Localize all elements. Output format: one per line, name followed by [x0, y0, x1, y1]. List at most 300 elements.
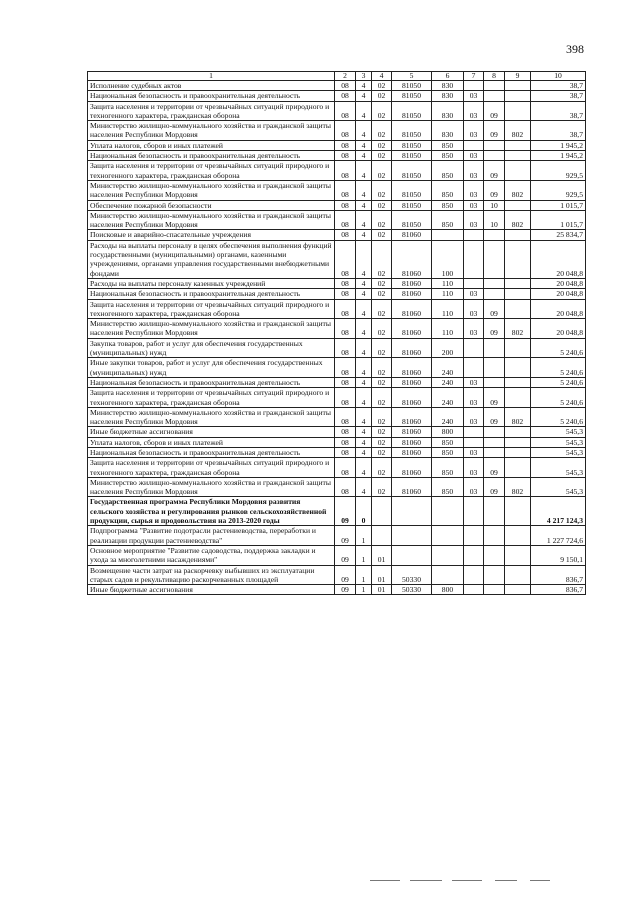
code-cell: 08 [335, 299, 356, 319]
row-name-cell: Государственная программа Республики Мордовия развития сельского хозяйства и регулирования рынков сельскохозяйственной продукции, сырья и продовольствия на 2013-2020 годы [88, 497, 335, 526]
code-cell: 02 [372, 151, 392, 161]
amount-cell: 5 240,6 [531, 388, 586, 408]
code-cell [505, 447, 531, 457]
code-cell [505, 358, 531, 378]
column-header: 8 [484, 72, 505, 81]
table-body [88, 81, 586, 595]
code-cell: 08 [335, 81, 356, 91]
code-cell: 09 [484, 161, 505, 181]
code-cell: 08 [335, 151, 356, 161]
code-cell: 850 [432, 477, 464, 497]
code-cell: 4 [356, 121, 372, 141]
code-cell: 02 [372, 407, 392, 427]
amount-cell: 20 048,8 [531, 289, 586, 299]
table-row [88, 81, 586, 91]
amount-cell: 1 945,2 [531, 140, 586, 150]
code-cell: 110 [432, 278, 464, 288]
code-cell: 10 [484, 200, 505, 210]
code-cell: 800 [432, 427, 464, 437]
amount-cell: 1 015,7 [531, 210, 586, 230]
code-cell: 830 [432, 81, 464, 91]
code-cell: 03 [464, 388, 484, 408]
footer-rule [495, 880, 517, 881]
code-cell: 802 [505, 180, 531, 200]
amount-cell: 545,3 [531, 458, 586, 478]
code-cell: 4 [356, 230, 372, 240]
amount-cell: 545,3 [531, 477, 586, 497]
amount-cell: 1 015,7 [531, 200, 586, 210]
code-cell: 1 [356, 565, 372, 585]
code-cell [372, 497, 392, 526]
code-cell: 4 [356, 427, 372, 437]
code-cell: 09 [335, 497, 356, 526]
code-cell: 81050 [392, 161, 432, 181]
code-cell: 81060 [392, 289, 432, 299]
row-name-cell: Защита населения и территории от чрезвычайных ситуаций природного и техногенного характера, гражданская оборона [88, 161, 335, 181]
code-cell [464, 437, 484, 447]
code-cell: 08 [335, 319, 356, 339]
table-row [88, 585, 586, 595]
amount-cell: 25 834,7 [531, 230, 586, 240]
code-cell: 81050 [392, 121, 432, 141]
code-cell [484, 497, 505, 526]
code-cell: 03 [464, 299, 484, 319]
code-cell: 81060 [392, 427, 432, 437]
code-cell: 08 [335, 200, 356, 210]
table-row [88, 319, 586, 339]
code-cell: 02 [372, 477, 392, 497]
code-cell: 850 [432, 200, 464, 210]
column-header: 4 [372, 72, 392, 81]
code-cell: 81060 [392, 458, 432, 478]
amount-cell: 1 945,2 [531, 151, 586, 161]
code-cell: 4 [356, 458, 372, 478]
code-cell: 03 [464, 200, 484, 210]
code-cell: 4 [356, 289, 372, 299]
code-cell: 240 [432, 388, 464, 408]
code-cell [505, 565, 531, 585]
code-cell: 08 [335, 180, 356, 200]
row-name-cell: Подпрограмма "Развитие подотрасли растениеводства, переработки и реализации продукции растениеводства" [88, 526, 335, 546]
code-cell: 4 [356, 180, 372, 200]
code-cell [432, 545, 464, 565]
code-cell: 02 [372, 427, 392, 437]
table-row [88, 458, 586, 478]
table-row [88, 427, 586, 437]
code-cell [392, 545, 432, 565]
code-cell: 81060 [392, 230, 432, 240]
code-cell: 850 [432, 140, 464, 150]
code-cell: 81060 [392, 299, 432, 319]
page-number: 398 [566, 42, 584, 56]
footer-rule [452, 880, 482, 881]
code-cell: 02 [372, 240, 392, 278]
code-cell: 08 [335, 230, 356, 240]
code-cell: 08 [335, 161, 356, 181]
code-cell: 4 [356, 299, 372, 319]
code-cell [464, 81, 484, 91]
code-cell: 81060 [392, 477, 432, 497]
row-name-cell: Национальная безопасность и правоохранительная деятельность [88, 289, 335, 299]
code-cell [464, 230, 484, 240]
amount-cell: 929,5 [531, 180, 586, 200]
code-cell: 09 [484, 299, 505, 319]
code-cell [464, 585, 484, 595]
footer-rule [410, 880, 442, 881]
code-cell: 830 [432, 121, 464, 141]
row-name-cell: Министерство жилищно-коммунального хозяйства и гражданской защиты населения Республики Мордовия [88, 477, 335, 497]
code-cell: 02 [372, 319, 392, 339]
table-row [88, 545, 586, 565]
amount-cell: 20 048,8 [531, 278, 586, 288]
column-header: 1 [88, 72, 335, 81]
code-cell [432, 497, 464, 526]
code-cell: 802 [505, 407, 531, 427]
row-name-cell: Министерство жилищно-коммунального хозяйства и гражданской защиты населения Республики Мордовия [88, 319, 335, 339]
row-name-cell: Уплата налогов, сборов и иных платежей [88, 140, 335, 150]
code-cell: 03 [464, 477, 484, 497]
code-cell [392, 526, 432, 546]
code-cell: 200 [432, 338, 464, 358]
code-cell: 03 [464, 101, 484, 121]
code-cell: 09 [484, 458, 505, 478]
code-cell [505, 427, 531, 437]
code-cell: 4 [356, 210, 372, 230]
code-cell: 81060 [392, 377, 432, 387]
code-cell: 09 [484, 319, 505, 339]
code-cell: 4 [356, 407, 372, 427]
code-cell: 08 [335, 447, 356, 457]
code-cell: 09 [484, 101, 505, 121]
code-cell: 03 [464, 210, 484, 230]
code-cell: 02 [372, 458, 392, 478]
amount-cell: 38,7 [531, 101, 586, 121]
amount-cell: 20 048,8 [531, 299, 586, 319]
code-cell: 850 [432, 210, 464, 230]
column-header: 2 [335, 72, 356, 81]
code-cell: 08 [335, 338, 356, 358]
code-cell: 01 [372, 545, 392, 565]
footer-rule [370, 880, 400, 881]
table-row [88, 565, 586, 585]
table-row [88, 447, 586, 457]
table-row [88, 200, 586, 210]
row-name-cell: Национальная безопасность и правоохранительная деятельность [88, 447, 335, 457]
code-cell: 4 [356, 447, 372, 457]
code-cell [505, 161, 531, 181]
code-cell: 03 [464, 447, 484, 457]
code-cell: 08 [335, 210, 356, 230]
code-cell [505, 377, 531, 387]
code-cell [505, 585, 531, 595]
table-row [88, 121, 586, 141]
row-name-cell: Национальная безопасность и правоохранительная деятельность [88, 151, 335, 161]
code-cell: 802 [505, 477, 531, 497]
row-name-cell: Министерство жилищно-коммунального хозяйства и гражданской защиты населения Республики Мордовия [88, 210, 335, 230]
amount-cell: 9 150,1 [531, 545, 586, 565]
code-cell: 09 [335, 526, 356, 546]
row-name-cell: Министерство жилищно-коммунального хозяйства и гражданской защиты населения Республики Мордовия [88, 121, 335, 141]
code-cell: 81050 [392, 180, 432, 200]
code-cell [505, 437, 531, 447]
row-name-cell: Исполнение судебных актов [88, 81, 335, 91]
row-name-cell: Расходы на выплаты персоналу в целях обеспечения выполнения функций государственными (муниципальными) органами, казенными учреждениями, органами управления государственными внебюджетными фондами [88, 240, 335, 278]
code-cell [484, 140, 505, 150]
table-row [88, 437, 586, 447]
code-cell [505, 458, 531, 478]
code-cell: 81050 [392, 81, 432, 91]
code-cell: 850 [432, 180, 464, 200]
code-cell: 02 [372, 210, 392, 230]
code-cell [484, 230, 505, 240]
code-cell: 02 [372, 230, 392, 240]
amount-cell: 38,7 [531, 81, 586, 91]
row-name-cell: Защита населения и территории от чрезвычайных ситуаций природного и техногенного характера, гражданская оборона [88, 388, 335, 408]
code-cell: 02 [372, 161, 392, 181]
code-cell [464, 240, 484, 278]
code-cell: 81060 [392, 278, 432, 288]
amount-cell: 836,7 [531, 585, 586, 595]
code-cell: 09 [484, 388, 505, 408]
code-cell: 4 [356, 240, 372, 278]
code-cell [505, 230, 531, 240]
code-cell: 08 [335, 458, 356, 478]
row-name-cell: Уплата налогов, сборов и иных платежей [88, 437, 335, 447]
table-row [88, 497, 586, 526]
row-name-cell: Расходы на выплаты персоналу казенных учреждений [88, 278, 335, 288]
code-cell: 240 [432, 358, 464, 378]
table-row [88, 140, 586, 150]
amount-cell: 20 048,8 [531, 240, 586, 278]
code-cell: 02 [372, 338, 392, 358]
code-cell [464, 358, 484, 378]
table-row [88, 91, 586, 101]
code-cell: 800 [432, 585, 464, 595]
code-cell [464, 497, 484, 526]
row-name-cell: Закупка товаров, работ и услуг для обеспечения государственных (муниципальных) нужд [88, 338, 335, 358]
code-cell [505, 101, 531, 121]
table-row [88, 377, 586, 387]
code-cell [464, 278, 484, 288]
code-cell [484, 81, 505, 91]
budget-table [87, 71, 586, 595]
table-row [88, 210, 586, 230]
code-cell: 09 [335, 545, 356, 565]
code-cell: 50330 [392, 585, 432, 595]
code-cell: 100 [432, 240, 464, 278]
code-cell: 08 [335, 289, 356, 299]
table-row [88, 230, 586, 240]
code-cell: 4 [356, 278, 372, 288]
table-row [88, 161, 586, 181]
code-cell: 01 [372, 585, 392, 595]
code-cell: 81050 [392, 210, 432, 230]
table-row [88, 180, 586, 200]
row-name-cell: Поисковые и аварийно-спасательные учреждения [88, 230, 335, 240]
code-cell: 03 [464, 289, 484, 299]
amount-cell: 20 048,8 [531, 319, 586, 339]
table-row [88, 477, 586, 497]
code-cell: 03 [464, 121, 484, 141]
code-cell: 81060 [392, 240, 432, 278]
code-cell [484, 151, 505, 161]
amount-cell: 545,3 [531, 447, 586, 457]
code-cell: 110 [432, 289, 464, 299]
code-cell: 802 [505, 210, 531, 230]
code-cell: 03 [464, 377, 484, 387]
code-cell: 02 [372, 121, 392, 141]
code-cell: 4 [356, 151, 372, 161]
code-cell: 02 [372, 91, 392, 101]
code-cell [505, 388, 531, 408]
code-cell: 1 [356, 526, 372, 546]
table-row [88, 151, 586, 161]
code-cell: 08 [335, 377, 356, 387]
code-cell [505, 338, 531, 358]
code-cell: 850 [432, 447, 464, 457]
code-cell [505, 200, 531, 210]
code-cell: 02 [372, 299, 392, 319]
code-cell: 09 [484, 407, 505, 427]
code-cell [505, 497, 531, 526]
code-cell: 4 [356, 81, 372, 91]
code-cell [484, 437, 505, 447]
code-cell [505, 278, 531, 288]
code-cell: 850 [432, 151, 464, 161]
code-cell: 03 [464, 180, 484, 200]
code-cell: 4 [356, 338, 372, 358]
amount-cell: 38,7 [531, 121, 586, 141]
code-cell: 03 [464, 151, 484, 161]
code-cell: 03 [464, 319, 484, 339]
code-cell: 02 [372, 278, 392, 288]
code-cell: 802 [505, 319, 531, 339]
code-cell: 08 [335, 121, 356, 141]
code-cell [505, 81, 531, 91]
code-cell: 02 [372, 388, 392, 408]
code-cell: 81050 [392, 91, 432, 101]
row-name-cell: Возмещение части затрат на раскорчевку выбывших из эксплуатации старых садов и рекультивацию раскорчеванных площадей [88, 565, 335, 585]
code-cell [505, 91, 531, 101]
code-cell: 08 [335, 278, 356, 288]
code-cell: 1 [356, 545, 372, 565]
code-cell: 03 [464, 91, 484, 101]
code-cell: 09 [484, 121, 505, 141]
code-cell [505, 289, 531, 299]
code-cell: 110 [432, 319, 464, 339]
code-cell [484, 427, 505, 437]
table-row [88, 278, 586, 288]
code-cell: 02 [372, 81, 392, 91]
code-cell: 240 [432, 407, 464, 427]
amount-cell: 5 240,6 [531, 377, 586, 387]
code-cell: 09 [335, 585, 356, 595]
code-cell: 02 [372, 289, 392, 299]
code-cell [484, 240, 505, 278]
code-cell [432, 565, 464, 585]
code-cell: 4 [356, 377, 372, 387]
code-cell: 02 [372, 180, 392, 200]
column-header: 7 [464, 72, 484, 81]
amount-cell: 4 217 124,3 [531, 497, 586, 526]
code-cell: 01 [372, 565, 392, 585]
code-cell: 4 [356, 319, 372, 339]
amount-cell: 836,7 [531, 565, 586, 585]
code-cell: 08 [335, 437, 356, 447]
table-row [88, 526, 586, 546]
amount-cell: 929,5 [531, 161, 586, 181]
row-name-cell: Национальная безопасность и правоохранительная деятельность [88, 91, 335, 101]
row-name-cell: Иные закупки товаров, работ и услуг для обеспечения государственных (муниципальных) нужд [88, 358, 335, 378]
row-name-cell: Обеспечение пожарной безопасности [88, 200, 335, 210]
code-cell: 02 [372, 377, 392, 387]
code-cell: 02 [372, 101, 392, 121]
code-cell: 802 [505, 121, 531, 141]
code-cell [464, 140, 484, 150]
code-cell: 850 [432, 458, 464, 478]
code-cell: 81060 [392, 338, 432, 358]
code-cell [464, 526, 484, 546]
code-cell: 81050 [392, 151, 432, 161]
table-row [88, 240, 586, 278]
amount-cell: 38,7 [531, 91, 586, 101]
code-cell [432, 526, 464, 546]
code-cell: 81060 [392, 358, 432, 378]
code-cell [484, 278, 505, 288]
code-cell [505, 545, 531, 565]
code-cell: 10 [484, 210, 505, 230]
code-cell: 09 [484, 477, 505, 497]
row-name-cell: Министерство жилищно-коммунального хозяйства и гражданской защиты населения Республики Мордовия [88, 407, 335, 427]
code-cell: 4 [356, 358, 372, 378]
amount-cell: 5 240,6 [531, 338, 586, 358]
code-cell: 08 [335, 101, 356, 121]
code-cell: 81060 [392, 407, 432, 427]
code-cell: 09 [335, 565, 356, 585]
column-header: 9 [505, 72, 531, 81]
code-cell: 81060 [392, 319, 432, 339]
code-cell: 09 [484, 180, 505, 200]
code-cell: 830 [432, 101, 464, 121]
code-cell: 08 [335, 358, 356, 378]
code-cell: 4 [356, 437, 372, 447]
column-header: 3 [356, 72, 372, 81]
code-cell: 4 [356, 91, 372, 101]
row-name-cell: Иные бюджетные ассигнования [88, 427, 335, 437]
row-name-cell: Защита населения и территории от чрезвычайных ситуаций природного и техногенного характера, гражданская оборона [88, 101, 335, 121]
table-row [88, 101, 586, 121]
code-cell: 81060 [392, 388, 432, 408]
column-header: 5 [392, 72, 432, 81]
code-cell: 850 [432, 161, 464, 181]
code-cell: 81050 [392, 200, 432, 210]
code-cell [505, 526, 531, 546]
code-cell: 08 [335, 91, 356, 101]
code-cell: 81050 [392, 101, 432, 121]
code-cell: 81060 [392, 447, 432, 457]
code-cell [505, 299, 531, 319]
footer-rule [530, 880, 550, 881]
code-cell: 02 [372, 437, 392, 447]
code-cell: 0 [356, 497, 372, 526]
table-row [88, 299, 586, 319]
row-name-cell: Основное мероприятие "Развитие садоводства, поддержка закладки и ухода за многолетними насаждениями" [88, 545, 335, 565]
column-header-row [88, 72, 586, 81]
table-row [88, 358, 586, 378]
code-cell: 02 [372, 358, 392, 378]
code-cell: 02 [372, 140, 392, 150]
code-cell [484, 585, 505, 595]
